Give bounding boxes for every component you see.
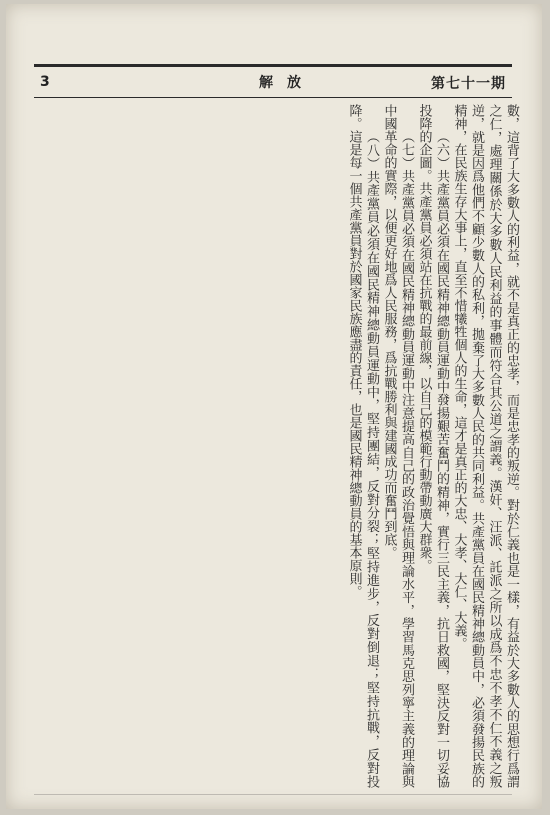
publication-title: 解放: [259, 75, 315, 91]
article-body: [38, 104, 520, 788]
article-paragraph: （七）共產黨員必須在國民精神總動員運動中注意提高自己的政治覺悟與理論水平，學習馬克思列寧主義的理論與中國革命的實際，以便更好地爲人民服務，爲抗戰勝利與建國成功而奮鬥到底。: [381, 104, 414, 788]
issue-number: 第七十一期: [431, 76, 506, 92]
footer-divider: [34, 794, 512, 795]
newspaper-page: [6, 4, 542, 809]
article-paragraph: （八）共產黨員必須在國民精神總動員運動中，堅持團結，反對分裂；堅持進步，反對倒退；堅持抗戰，反對投降。這是每一個共產黨員對於國家民族應盡的責任，也是國民精神總動員的基本原則。: [346, 104, 379, 788]
article-paragraph: （六）共產黨員必須在國民精神總動員運動中發揚艱苦奮鬥的精神，實行三民主義，抗日救國，堅決反對一切妥協投降的企圖。共產黨員必須站在抗戰的最前線，以自己的模範行動帶動廣大群衆。: [416, 104, 449, 788]
article-paragraph: 數，這背了大多數人的利益，就不是真正的忠孝，而是忠孝的叛逆。對於仁義也是一樣，有益於大多數人的思想行爲謂之仁，處理關係於大多數人民利益的事體而符合其公道之謂義。漢奸、汪派、託派之所以成爲不忠不孝不仁不義之叛逆，就是因爲他們不顧少數人的私利，拋棄了大多數人民的共同利益。共產黨員在國民精神總動員中，必須發揚民族的精神，在民族生存大事上，直至不惜犧牲個人的生命，這才是真正的大忠、大孝、大仁、大義。: [451, 104, 519, 788]
page-number: 3: [40, 74, 50, 90]
page-header: [34, 64, 512, 98]
